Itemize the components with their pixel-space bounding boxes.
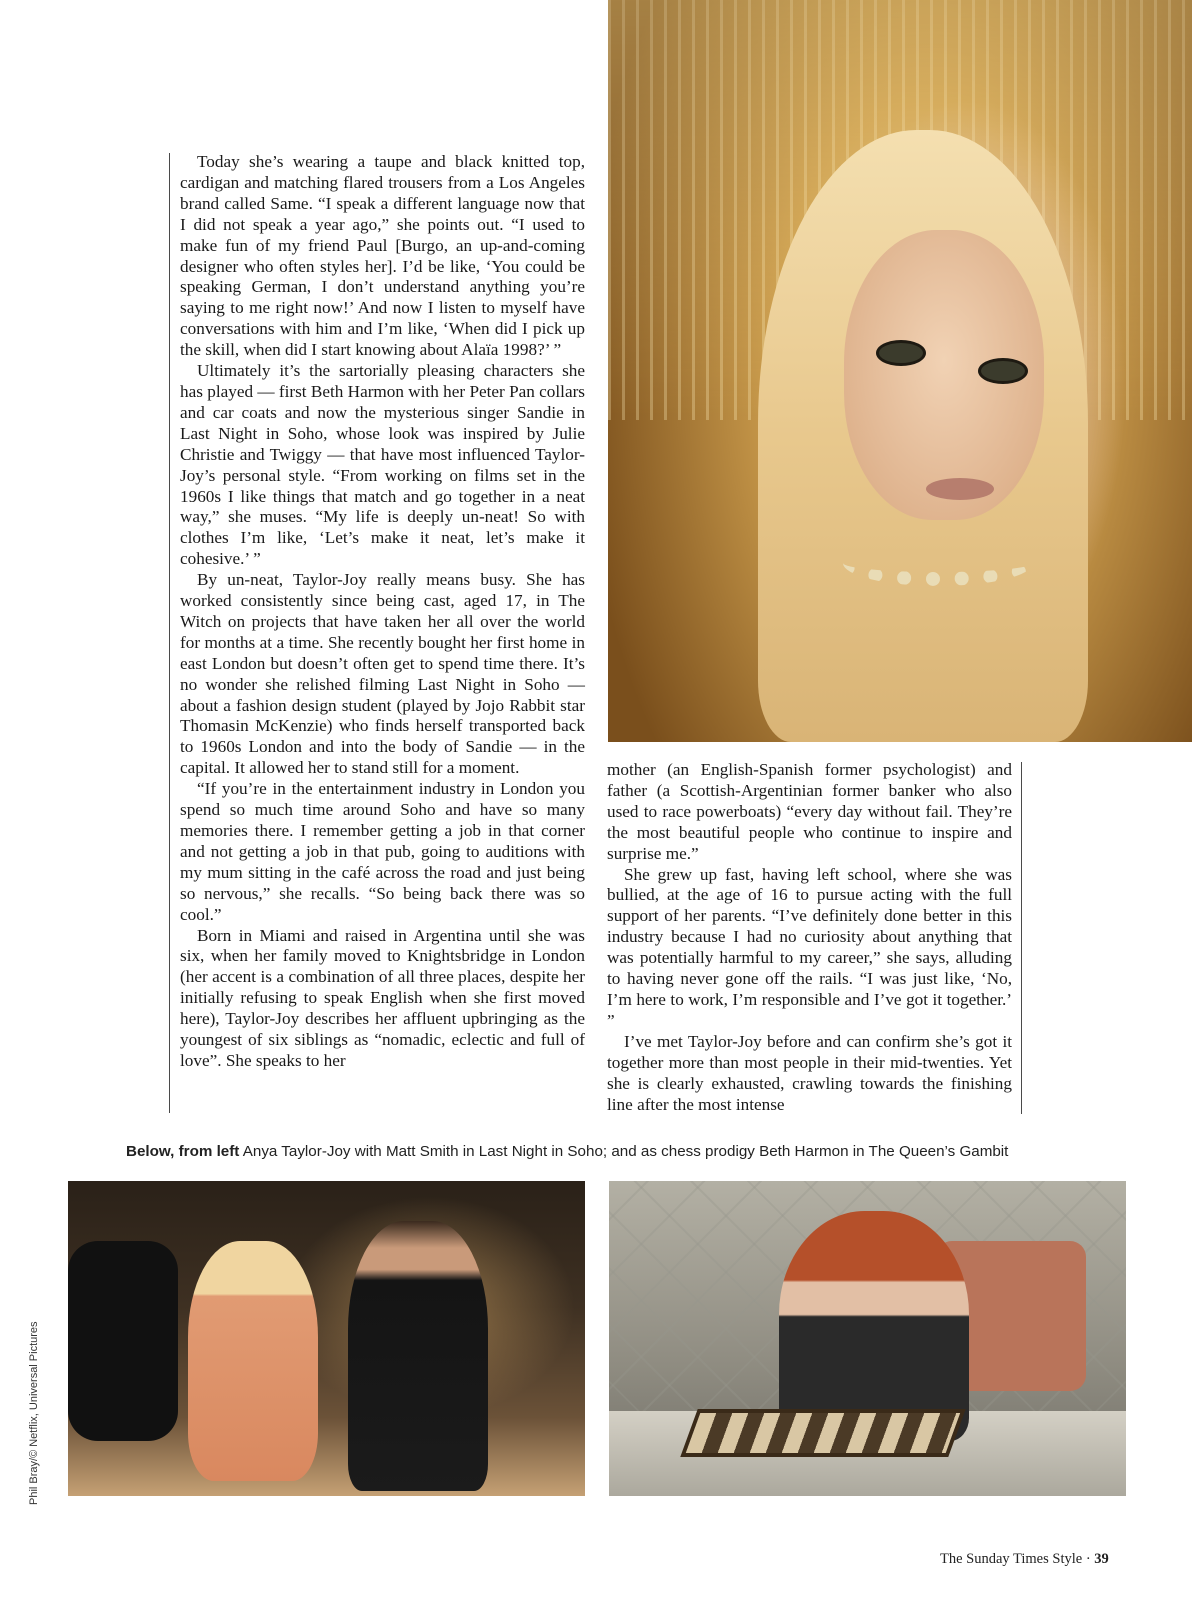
right-paragraph-1: mother (an English-Spanish former psychologist) and father (a Scottish-Argentinian former banker who also used to race powerboats) “every day without fail. They’re the most beautiful people who continue to inspire and surprise me.” <box>607 760 1012 863</box>
left-paragraph-3: By un-neat, Taylor-Joy really means busy. She has worked consistently since being cast, aged 17, in The Witch on projects that have taken her all over the world for months at a time. She recently bought her first home in east London but doesn’t often get to spend time there. It’s no wonder she relished filming Last Night in Soho — about a fashion design student (played by Jojo Rabbit star Thomasin McKenzie) who finds herself transported back to 1960s London and into the body of Sandie — in the capital. It allowed her to stand still for a moment. <box>180 570 585 778</box>
footer-separator: · <box>1082 1551 1095 1567</box>
red-haired-woman <box>779 1211 969 1441</box>
right-column-rule <box>1021 762 1022 1114</box>
article-left-column <box>180 152 585 1072</box>
left-column-rule <box>169 153 170 1113</box>
left-paragraph-2: Ultimately it’s the sartorially pleasing characters she has played — first Beth Harmon with her Peter Pan collars and car coats and now the mysterious singer Sandie in Last Night in Soho, whose look was inspired by Julie Christie and Twiggy — that have most influenced Taylor-Joy’s personal style. “From working on films set in the 1960s I like things that match and go together in a neat way,” she muses. “My life is deeply un-neat! So with clothes I’m like, ‘Let’s make it neat, let’s make it cohesive.’ ” <box>180 361 585 569</box>
left-paragraph-4: “If you’re in the entertainment industry in London you spend so much time around Soho and have so many memories there. I remember getting a job in that corner and not getting a job in that pub, going to auditions with my mum sitting in the café across the road and just being so nervous,” she recalls. “So being back there was so cool.” <box>180 779 585 924</box>
right-paragraph-2: She grew up fast, having left school, where she was bullied, at the age of 16 to pursue acting with the full support of her parents. “I’ve definitely done better in this industry because I had no curiosity about anything that was potentially harmful to my career,” she says, alluding to having never gone off the rails. “I was just like, ‘No, I’m here to work, I’m responsible and I’ve got it together.’ ” <box>607 864 1012 1030</box>
photo-caption <box>126 1143 1086 1160</box>
left-paragraph-5: Born in Miami and raised in Argentina until she was six, when her family moved to Knightsbridge in London (her accent is a combination of all three places, despite her initially refusing to speak English when she first moved here), Taylor-Joy describes her affluent upbringing as the youngest of six siblings as “nomadic, eclectic and full of love”. She speaks to her <box>180 925 585 1070</box>
caption-lead: Below, from left <box>126 1143 240 1160</box>
caption-text: Anya Taylor-Joy with Matt Smith in Last Night in Soho; and as chess prodigy Beth Harmon in The Queen’s Gambit <box>239 1143 1009 1160</box>
hero-portrait-photo <box>608 0 1192 742</box>
queens-gambit-still <box>609 1181 1126 1496</box>
publication-name: The Sunday Times Style <box>940 1551 1083 1567</box>
portrait-eye-right <box>978 358 1028 384</box>
photo-credit: Phil Bray/© Netflix, Universal Pictures <box>28 1321 40 1505</box>
page-footer <box>940 1551 1109 1568</box>
portrait-lips <box>926 478 994 500</box>
last-night-in-soho-still <box>68 1181 585 1496</box>
right-paragraph-3: I’ve met Taylor-Joy before and can confirm she’s got it together more than most people in their mid-twenties. Yet she is clearly exhausted, crawling towards the finishing line after the most intense <box>607 1031 1012 1114</box>
vintage-car <box>68 1241 178 1441</box>
portrait-pearl-choker <box>843 540 1033 586</box>
portrait-eye-left <box>876 340 926 366</box>
woman-in-orange-dress <box>188 1241 318 1481</box>
chess-board <box>680 1409 965 1457</box>
page-number: 39 <box>1094 1551 1109 1567</box>
article-right-column <box>607 760 1012 1115</box>
left-paragraph-1: Today she’s wearing a taupe and black knitted top, cardigan and matching flared trousers from a Los Angeles brand called Same. “I speak a different language now that I did not speak a year ago,” she points out. “I used to make fun of my friend Paul [Burgo, an up-and-coming designer who often styles her]. I’d be like, ‘You could be speaking German, I don’t understand anything you’re saying to me right now!’ And now I listen to myself have conversations with him and I’m like, ‘When did I pick up the skill, when did I start knowing about Alaïa 1998?’ ” <box>180 152 585 360</box>
man-in-dark-suit <box>348 1221 488 1491</box>
